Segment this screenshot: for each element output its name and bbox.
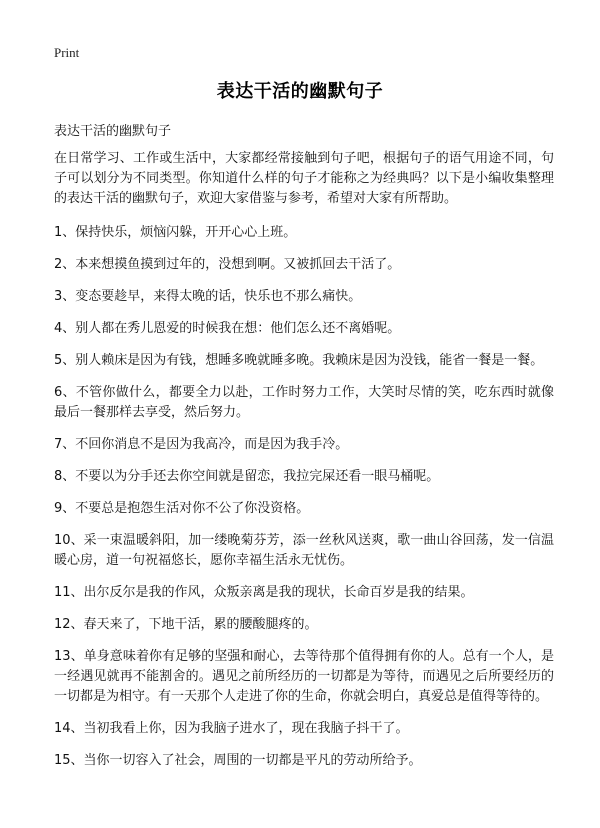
intro-paragraph: 在日常学习、工作或生活中，大家都经常接触到句子吧，根据句子的语气用途不同，句子可以划分为不同类型。你知道什么样的句子才能称之为经典吗？以下是小编收集整理的表达干活的幽默句子，欢迎大家借鉴与参考，希望对大家有所帮助。 (54, 151, 554, 206)
list-item: 7、不回你消息不是因为我高冷，而是因为我手冷。 (54, 437, 349, 452)
list-item: 11、出尔反尔是我的作风，众叛亲离是我的现状，长命百岁是我的结果。 (54, 585, 474, 600)
list-item: 12、春天来了，下地干活，累的腰酸腿疼的。 (54, 617, 318, 632)
list-item: 15、当你一切容入了社会，周围的一切都是平凡的劳动所给予。 (54, 753, 422, 768)
list-item: 1、保持快乐，烦恼闪躲，开开心心上班。 (54, 225, 297, 240)
list-item: 13、单身意味着你有足够的坚强和耐心，去等待那个值得拥有你的人。总有一个人，是一经遇见就再不能割舍的。遇见之前所经历的一切都是为等待，而遇见之后所要经历的一切都是为相守。有一天那个人走进了你的生命，你就会明白，真爱总是值得等待的。 (54, 649, 554, 704)
document-body (54, 149, 554, 783)
document-subtitle: 表达干活的幽默句子 (54, 124, 172, 139)
list-item: 10、采一束温暖斜阳，加一缕晚菊芬芳，添一丝秋风送爽，歌一曲山谷回荡，发一信温暖心房，道一句祝福悠长，愿你幸福生活永无忧伤。 (54, 533, 554, 568)
list-item: 6、不管你做什么，都要全力以赴，工作时努力工作，大笑时尽情的笑，吃东西时就像最后一餐那样去享受，然后努力。 (54, 385, 554, 420)
list-item: 8、不要以为分手还去你空间就是留恋，我拉完屎还看一眼马桶呢。 (54, 469, 440, 484)
print-link[interactable]: Print (54, 45, 80, 60)
list-item: 9、不要总是抱怨生活对你不公了你没资格。 (54, 501, 310, 516)
list-item: 14、当初我看上你，因为我脑子进水了，现在我脑子抖干了。 (54, 721, 409, 736)
list-item: 4、别人都在秀儿恩爱的时候我在想：他们怎么还不离婚呢。 (54, 321, 401, 336)
list-item: 2、本来想摸鱼摸到过年的，没想到啊。又被抓回去干活了。 (54, 257, 401, 272)
list-item: 3、变态要趁早，来得太晚的话，快乐也不那么痛快。 (54, 289, 362, 304)
page-title: 表达干活的幽默句子 (216, 81, 384, 102)
list-item: 5、别人赖床是因为有钱，想睡多晚就睡多晚。我赖床是因为没钱，能省一餐是一餐。 (54, 353, 544, 368)
